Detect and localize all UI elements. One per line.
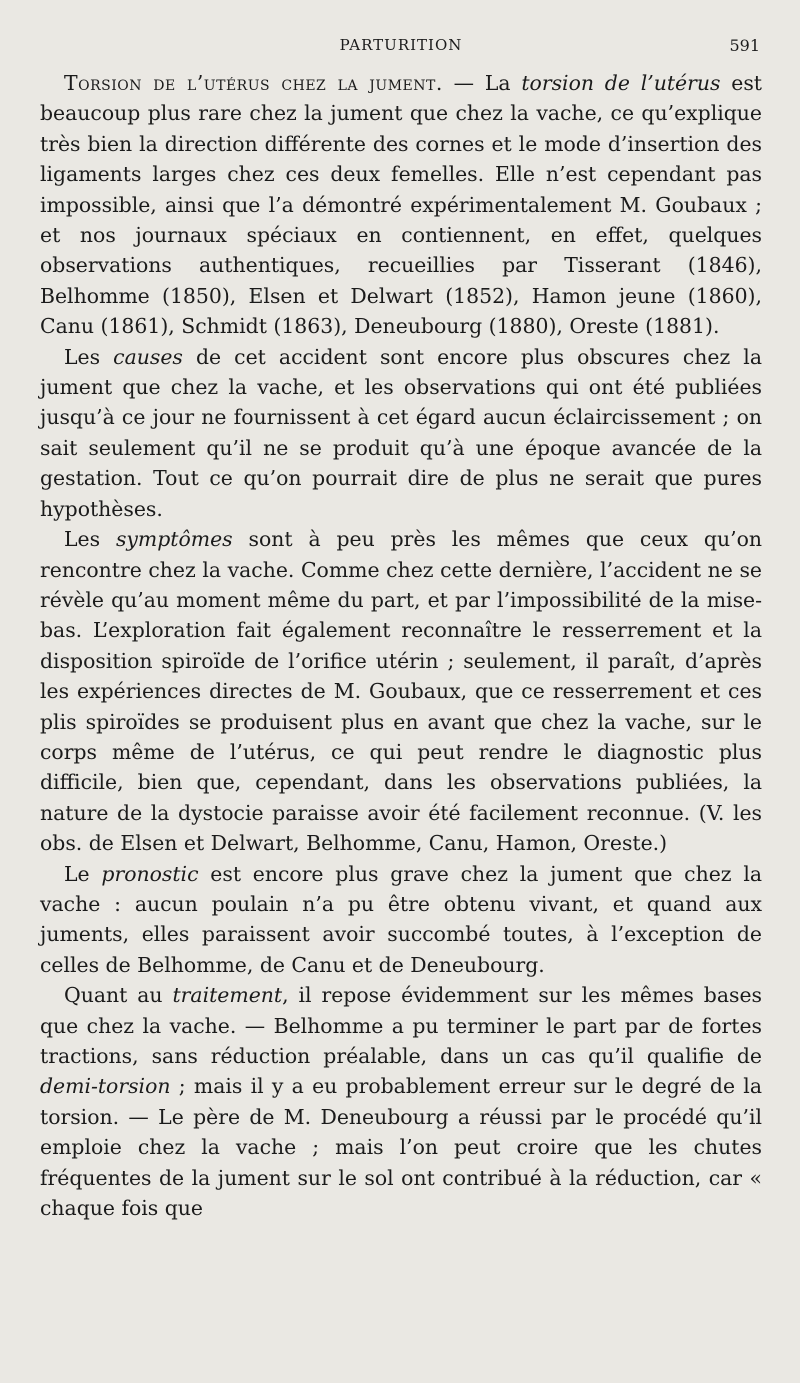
running-title: PARTURITION <box>339 36 463 54</box>
paragraph-symptomes <box>40 524 762 858</box>
paragraph-text: Le <box>64 861 102 886</box>
emphasis-causes: causes <box>113 344 183 369</box>
section-heading: Torsion de l’utérus chez la jument. <box>64 71 443 95</box>
body-text <box>40 68 762 1223</box>
paragraph-text: Quant au <box>64 983 173 1008</box>
paragraph-text: ; mais il y a eu probablement erreur sur le degré de la torsion. — Le père de M. Deneubourg a réussi par le procédé qu’il emploie chez la vache ; mais l’on peut croire que les chutes fréquentes de la jument sur le sol ont contribué à la réduction, car « chaque fois que <box>40 1074 762 1221</box>
page-number: 591 <box>729 36 760 55</box>
paragraph-text: est beaucoup plus rare chez la jument que chez la vache, ce qu’explique très bien la direction différente des cornes et le mode d’insertion des ligaments larges chez ces deux femelles. Elle n’est cependant pas impossible, ainsi que l’a démontré expérimentalement M. Goubaux ; et nos journaux spéciaux en contiennent, en effet, quelques observations authentiques, recueillies par Tisserant (1846), Belhomme (1850), Elsen et Delwart (1852), Hamon jeune (1860), Canu (1861), Schmidt (1863), Deneubourg (1880), Oreste (1881). <box>40 71 762 339</box>
running-head <box>40 32 762 58</box>
paragraph-pronostic <box>40 859 762 981</box>
paragraph-text: Les <box>64 527 116 552</box>
paragraph-traitement <box>40 980 762 1223</box>
emphasis-traitement: traitement <box>172 983 283 1008</box>
paragraph-torsion <box>40 68 762 342</box>
heading-dash: — La <box>442 71 522 95</box>
paragraph-text: est encore plus grave chez la jument que chez la vache : aucun poulain n’a pu être obtenu vivant, et quand aux juments, elles paraissent avoir succombé toutes, à l’exception de celles de Belhomme, de Canu et de Deneubourg. <box>40 861 763 977</box>
paragraph-text: sont à peu près les mêmes que ceux qu’on rencontre chez la vache. Comme chez cette dernière, l’accident ne se révèle qu’au moment même du part, et par l’impossibilité de la mise-bas. L’exploration fait également reconnaître le resserrement et la disposition spiroïde de l’orifice utérin ; seulement, il paraît, d’après les expériences directes de M. Goubaux, que ce resserrement et ces plis spiroïdes se produisent plus en avant que chez la vache, sur le corps même de l’utérus, ce qui peut rendre le diagnostic plus difficile, bien que, cependant, dans les observations publiées, la nature de la dystocie paraisse avoir été facilement reconnue. (V. les obs. de Elsen et Delwart, Belhomme, Canu, Hamon, Oreste.) <box>40 527 762 856</box>
emphasis-pronostic: pronostic <box>101 861 199 886</box>
emphasis-demi-torsion: demi-torsion <box>40 1074 171 1099</box>
emphasis-torsion: torsion de l’utérus <box>521 71 721 95</box>
paragraph-text: Les <box>64 344 114 369</box>
paragraph-text: , il repose évidemment sur les mêmes bases que chez la vache. — Belhomme a pu terminer le part par de fortes tractions, sans réduction préalable, dans un cas qu’il qualifie de <box>40 983 762 1068</box>
emphasis-symptomes: symptômes <box>115 527 233 552</box>
paragraph-text: de cet accident sont encore plus obscures chez la jument que chez la vache, et les observations qui ont été publiées jusqu’à ce jour ne fournissent à cet égard aucun éclaircissement ; on sait seulement qu’il ne se produit qu’à une époque avancée de la gestation. Tout ce qu’on pourrait dire de plus ne serait que pures hypothèses. <box>40 344 762 521</box>
paragraph-causes <box>40 342 762 524</box>
